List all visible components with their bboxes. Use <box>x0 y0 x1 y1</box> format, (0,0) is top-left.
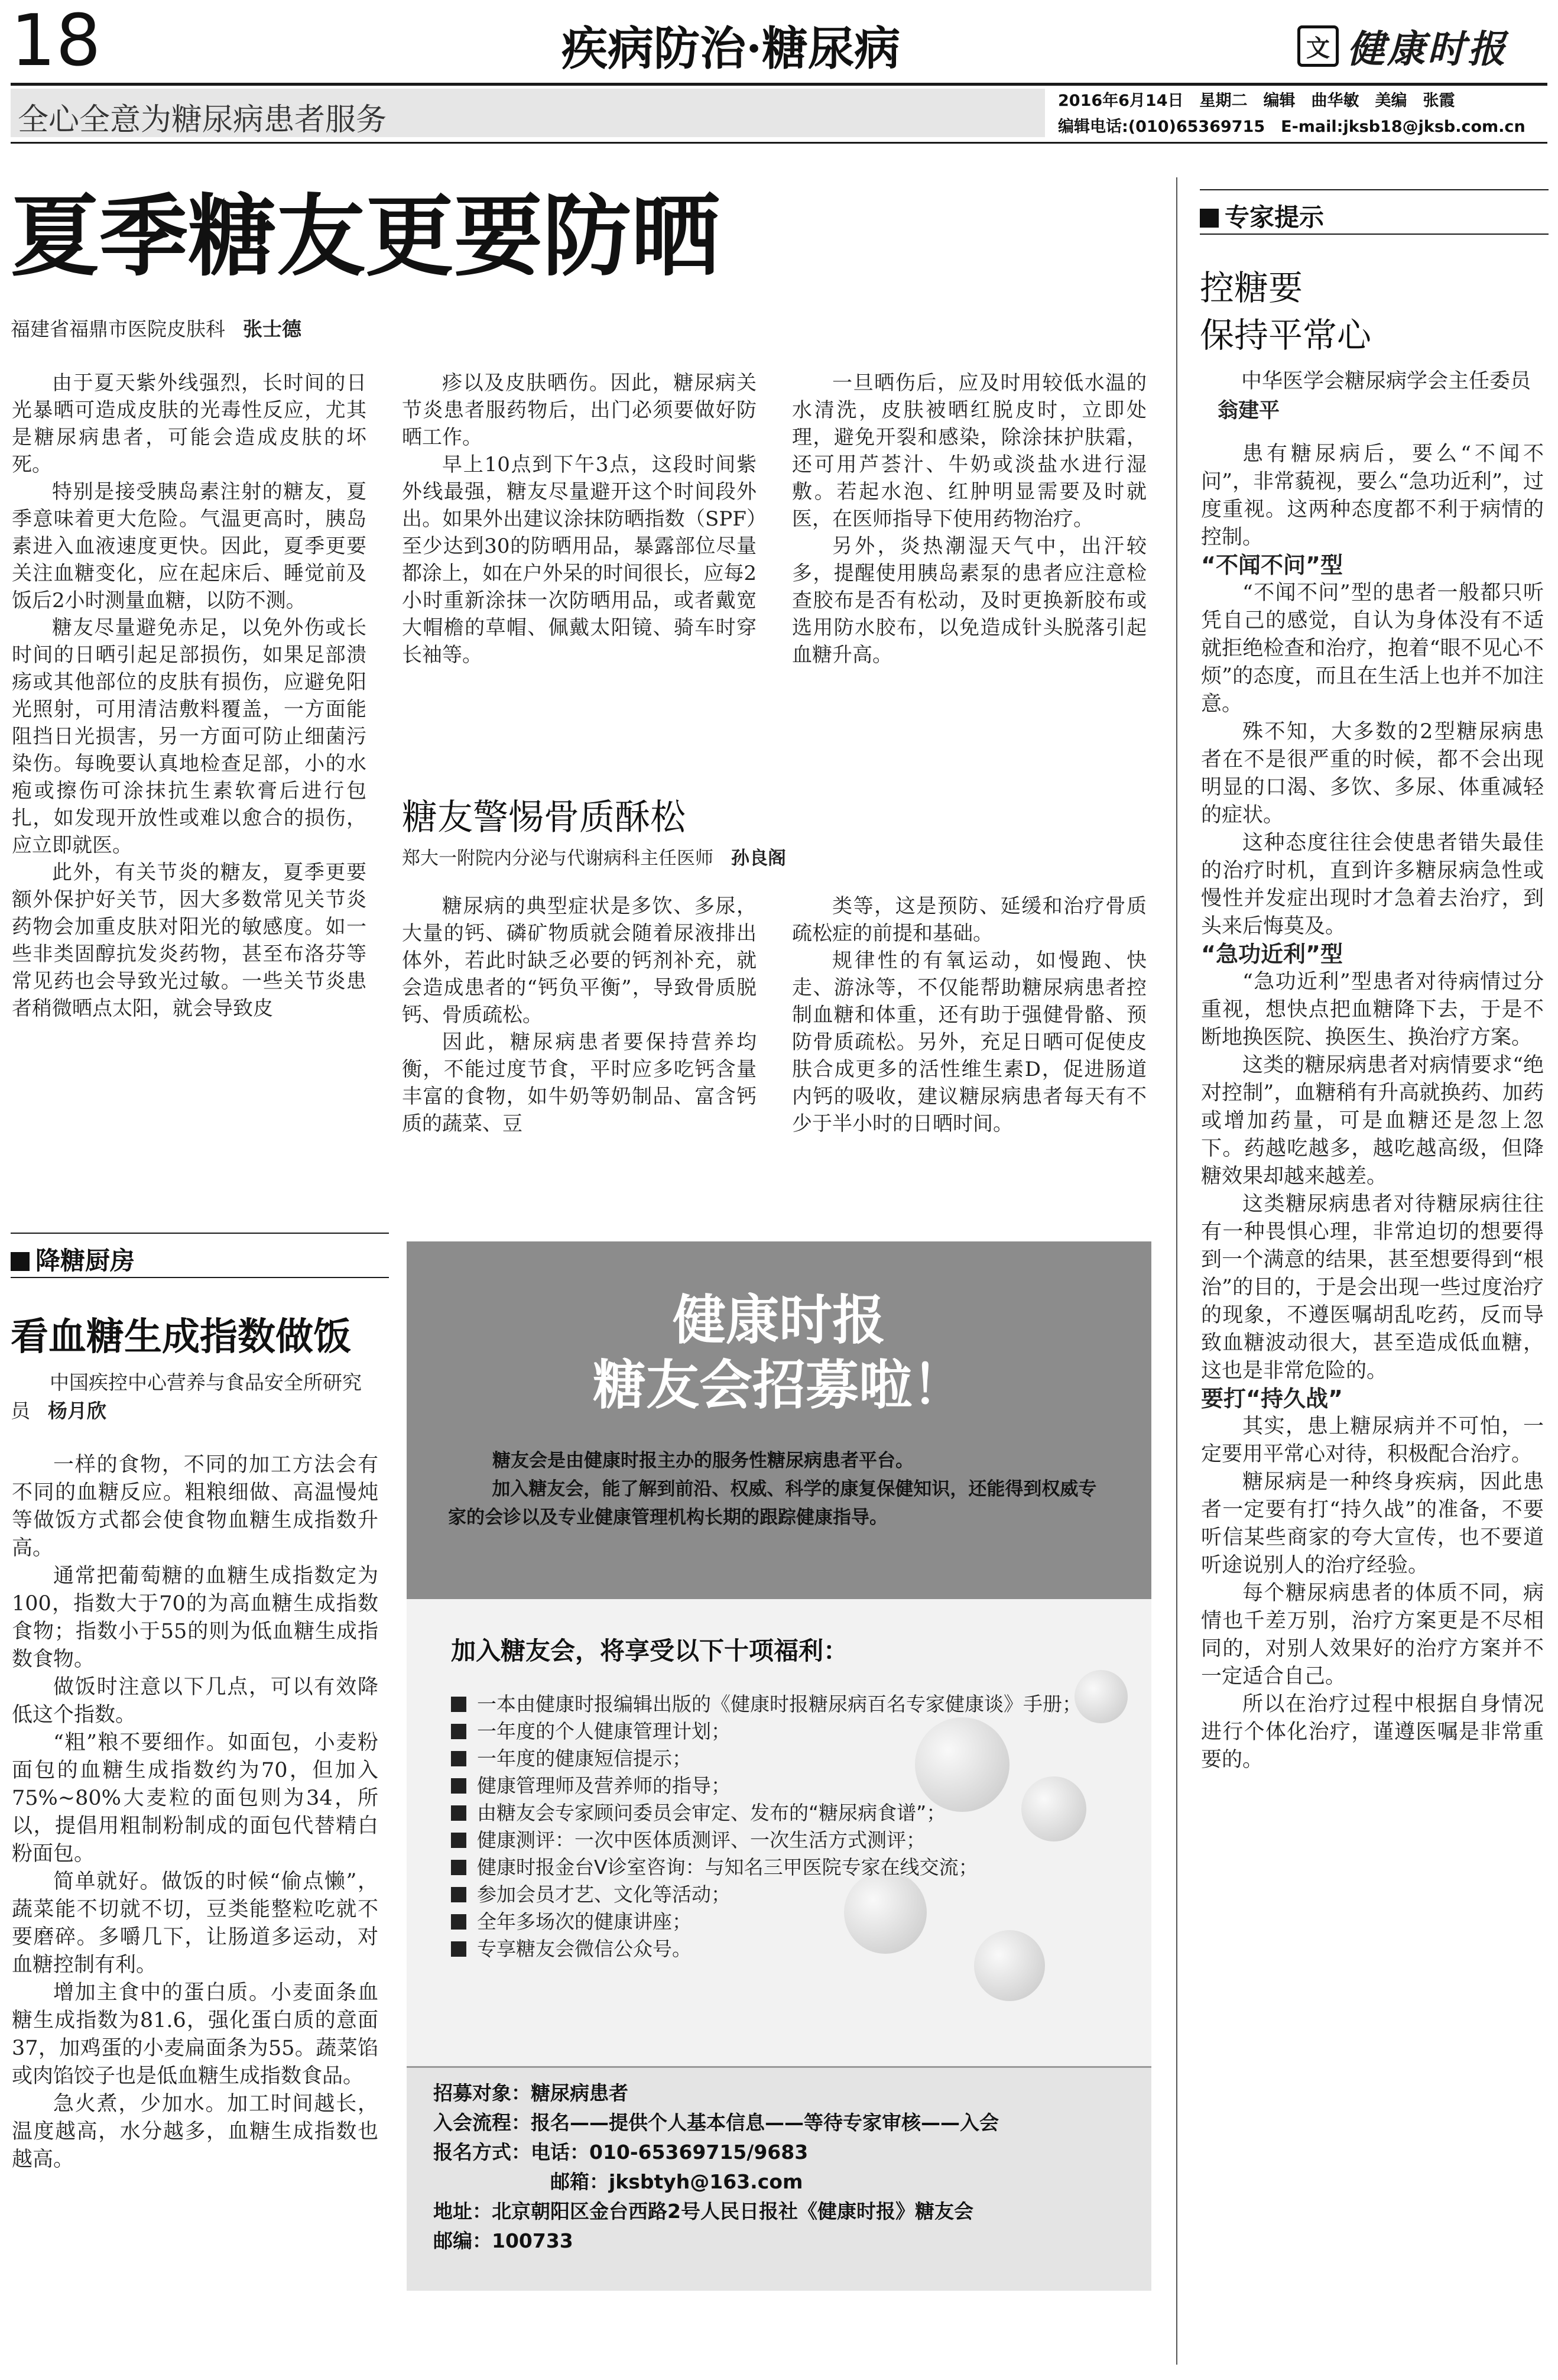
paper-logo <box>1297 19 1508 73</box>
tagline: 全心全意为糖尿病患者服务 <box>18 102 387 138</box>
kitchen-top-rule <box>11 1233 389 1234</box>
benefit-text: 由糖友会专家顾问委员会审定、发布的“糖尿病食谱”； <box>477 1801 946 1824</box>
benefit-text: 全年多场次的健康讲座； <box>477 1910 692 1933</box>
benefit-item <box>451 1745 1113 1772</box>
header-top-rule <box>11 83 1547 86</box>
byline-author: 孙良阁 <box>731 848 786 869</box>
paragraph: 其实，患上糖尿病并不可怕，一定要用平常心对待，积极配合治疗。 <box>1201 1415 1544 1466</box>
benefit-text: 参加会员才艺、文化等活动； <box>477 1883 731 1906</box>
section-title: 疾病防治·糖尿病 <box>561 22 901 76</box>
paragraph: 每个糖尿病患者的体质不同，病情也千差万别，治疗方案更是不尽相同的，对别人效果好的治疗方案并不一定适合自己。 <box>1201 1581 1544 1688</box>
paragraph: 疹以及皮肤晒伤。因此，糖尿病关节炎患者服药物后，出门必须要做好防晒工作。 <box>402 371 757 449</box>
square-bullet-icon <box>451 1751 466 1766</box>
bone-col-1 <box>402 893 757 1137</box>
benefit-item <box>451 1827 1113 1854</box>
header-bottom-rule <box>11 142 1547 144</box>
main-col-3 <box>792 369 1147 669</box>
subheading: 要打“持久战” <box>1201 1386 1343 1412</box>
paragraph: 糖友尽量避免赤足，以免外伤或长时间的日晒引起足部损伤，如果足部溃疡或其他部位的皮肤有损伤，应避免阳光照射，可用清洁敷料覆盖，一方面能阻挡日光损害，另一方面可防止细菌污染伤。每晚要认真地检查足部，小的水疱或擦伤可涂抹抗生素软膏后进行包扎，如发现开放性或难以愈合的损伤，应立即就医。 <box>12 616 366 857</box>
paragraph: 早上10点到下午3点，这段时间紫外线最强，糖友尽量避开这个时间段外出。如果外出建议涂抹防晒指数（SPF）至少达到30的防晒用品，暴露部位尽量都涂上，如在户外呆的时间很长，应每2小时重新涂抹一次防晒用品，或者戴宽大帽檐的草帽、佩戴太阳镜、骑车时穿长袖等。 <box>402 453 757 667</box>
square-bullet-icon <box>451 1697 466 1712</box>
column-divider <box>1176 177 1177 2365</box>
logo-text: 健康时报 <box>1347 27 1508 72</box>
section-label-text: 降糖厨房 <box>35 1246 135 1275</box>
benefit-item <box>451 1691 1113 1718</box>
paragraph: 规律性的有氧运动，如慢跑、快走、游泳等，不仅能帮助糖尿病患者控制血糖和体重，还有助于强健骨骼、预防骨质疏松。另外，充足日晒可促使皮肤合成更多的活性维生素D，促进肠道内钙的吸收，建议糖尿病患者每天有不少于半小时的日晒时间。 <box>792 949 1147 1136</box>
kitchen-title: 看血糖生成指数做饭 <box>11 1315 351 1359</box>
kitchen-body <box>12 1451 378 2174</box>
ad-title-line1: 健康时报 <box>673 1289 885 1351</box>
ad-title-line2: 糖友会招募啦！ <box>593 1354 965 1416</box>
square-bullet-icon <box>451 1724 466 1739</box>
expert-byline <box>1200 367 1543 426</box>
paragraph: 这种态度往往会使患者错失最佳的治疗时机，直到许多糖尿病急性或慢性并发症出现时才急着去治疗，到头来后悔莫及。 <box>1201 831 1544 938</box>
paragraph: 糖尿病是一种终身疾病，因此患者一定要有打“持久战”的准备，不要听信某些商家的夸大宣传，也不要道听途说别人的治疗经验。 <box>1201 1470 1544 1577</box>
paragraph: 简单就好。做饭的时候“偷点懒”，蔬菜能不切就不切，豆类能整粒吃就不要磨碎。多嚼几下，让肠道多运动，对血糖控制有利。 <box>12 1870 378 1977</box>
page-number: 18 <box>11 0 101 82</box>
benefit-text: 健康管理师及营养师的指导； <box>477 1774 731 1797</box>
square-bullet-icon <box>451 1887 466 1902</box>
byline-org: 中华医学会糖尿病学会主任委员 <box>1241 369 1531 393</box>
ad-intro-line1: 糖友会是由健康时报主办的服务性糖尿病患者平台。 <box>492 1450 914 1471</box>
paragraph: 类等，这是预防、延缓和治疗骨质疏松症的前提和基础。 <box>792 894 1147 945</box>
paragraph: “粗”粮不要细作。如面包，小麦粉面包的血糖生成指数约为70，但加入75%~80%大麦粒的面包则为34，所以，提倡用粗制粉制成的面包代替精白粉面包。 <box>12 1731 378 1866</box>
paragraph: 所以在治疗过程中根据自身情况进行个体化治疗，谨遵医嘱是非常重要的。 <box>1201 1692 1544 1772</box>
square-bullet-icon <box>11 1252 30 1271</box>
paragraph: 特别是接受胰岛素注射的糖友，夏季意味着更大危险。气温更高时，胰岛素进入血液速度更快。因此，夏季更要关注血糖变化，应在起床后、睡觉前及饭后2小时测量血糖，以防不测。 <box>12 480 366 612</box>
bone-article-byline <box>402 845 786 871</box>
kitchen-byline <box>11 1369 377 1425</box>
paragraph: 因此，糖尿病患者要保持营养均衡，不能过度节食，平时应多吃钙含量丰富的食物，如牛奶等奶制品、富含钙质的蔬菜、豆 <box>402 1030 757 1136</box>
paragraph: 此外，有关节炎的糖友，夏季更要额外保护好关节，因大多数常见关节炎药物会加重皮肤对阳光的敏感度。如一些非类固醇抗发炎药物，甚至布洛芬等常见药也会导致光过敏。一些关节炎患者稍微晒点太阳，就会导致皮 <box>12 861 366 1020</box>
ad-benefits-list <box>451 1691 1113 1963</box>
benefit-item <box>451 1854 1113 1881</box>
square-bullet-icon <box>451 1914 466 1930</box>
date-line: 2016年6月14日 星期二 编辑 曲华敏 美编 张霞 <box>1058 92 1455 110</box>
paragraph: “不闻不问”型的患者一般都只听凭自己的感觉，自认为身体没有不适就拒绝检查和治疗，抱着“眼不见心不烦”的态度，而且在生活上也并不加注意。 <box>1201 581 1544 716</box>
benefit-text: 专享糖友会微信公众号。 <box>477 1937 692 1960</box>
square-bullet-icon <box>451 1778 466 1794</box>
square-bullet-icon <box>451 1833 466 1848</box>
ad-banner-benefits <box>407 1599 1151 2066</box>
paragraph: 一样的食物，不同的加工方法会有不同的血糖反应。粗粮细做、高温慢炖等做饭方式都会使食物血糖生成指数升高。 <box>12 1453 378 1560</box>
signup-email: 邮箱：jksbtyh@163.com <box>550 2170 803 2193</box>
subheading: “急功近利”型 <box>1201 941 1343 967</box>
paragraph: 通常把葡萄糖的血糖生成指数定为100，指数大于70的为高血糖生成指数食物；指数小于55的则为低血糖生成指数食物。 <box>12 1564 378 1671</box>
paragraph: 这类的糖尿病患者对病情要求“绝对控制”，血糖稍有升高就换药、加药或增加药量，可是血糖还是忽上忽下。药越吃越多，越吃越高级，但降糖效果却越来越差。 <box>1201 1053 1544 1188</box>
main-col-2 <box>402 369 757 669</box>
kitchen-label-rule <box>11 1277 389 1278</box>
ad-banner-contact <box>407 2066 1151 2291</box>
bone-article-title: 糖友警惕骨质酥松 <box>402 797 686 838</box>
paragraph: 做饭时注意以下几点，可以有效降低这个指数。 <box>12 1675 378 1727</box>
benefit-item <box>451 1935 1113 1963</box>
square-bullet-icon <box>451 1860 466 1875</box>
benefit-text: 一年度的个人健康管理计划； <box>477 1720 731 1743</box>
benefit-item <box>451 1881 1113 1908</box>
benefit-text: 健康测评：一次中医体质测评、一次生活方式测评； <box>477 1828 926 1852</box>
bone-col-2 <box>792 893 1147 1137</box>
paragraph: 患有糖尿病后，要么“不闻不问”，非常藐视，要么“急功近利”，过度重视。这两种态度都不利于病情的控制。 <box>1201 442 1544 549</box>
byline-org: 郑大一附院内分泌与代谢病科主任医师 <box>402 848 713 869</box>
section-label-text: 专家提示 <box>1225 203 1325 232</box>
expert-body <box>1201 440 1544 1774</box>
expert-top-rule <box>1200 189 1549 190</box>
square-bullet-icon <box>451 1941 466 1957</box>
logo-mark-icon: 文 <box>1297 25 1339 67</box>
expert-title-line1: 控糖要 <box>1200 268 1303 308</box>
expert-title-line2: 保持平常心 <box>1200 315 1372 355</box>
expert-label-rule <box>1200 234 1549 235</box>
square-bullet-icon <box>451 1805 466 1821</box>
main-article-title: 夏季糖友更要防晒 <box>11 184 720 288</box>
paragraph: 这类糖尿病患者对待糖尿病往往有一种畏惧心理，非常迫切的想要得到一个满意的结果，甚至想要得到“根治”的目的，于是会出现一些过度治疗的现象，不遵医嘱胡乱吃药，反而导致血糖波动很大，甚至造成低血糖，这也是非常危险的。 <box>1201 1192 1544 1383</box>
benefit-text: 一年度的健康短信提示； <box>477 1747 692 1770</box>
paragraph: 急火煮，少加水。加工时间越长，温度越高，水分越多，血糖生成指数也越高。 <box>12 2092 378 2171</box>
ad-zipcode: 邮编：100733 <box>433 2229 573 2252</box>
paragraph: 另外，炎热潮湿天气中，出汗较多，提醒使用胰岛素泵的患者应注意检查胶布是否有松动，及时更换新胶布或选用防水胶布，以免造成针头脱落引起血糖升高。 <box>792 534 1147 667</box>
contact-line: 编辑电话:(010)65369715 E-mail:jksb18@jksb.com.cn <box>1058 118 1525 136</box>
paragraph: “急功近利”型患者对待病情过分重视，想快点把血糖降下去，于是不断地换医院、换医生、换治疗方案。 <box>1201 970 1544 1049</box>
byline-author: 杨月欣 <box>48 1399 106 1422</box>
ad-intro-line2: 加入糖友会，能了解到前沿、权威、科学的康复保健知识，还能得到权威专家的会诊以及专业健康管理机构长期的跟踪健康指导。 <box>448 1478 1097 1528</box>
kitchen-section-label <box>11 1241 135 1277</box>
paragraph: 一旦晒伤后，应及时用较低水温的水清洗，皮肤被晒红脱皮时，立即处理，避免开裂和感染，除涂抹护肤霜，还可用芦荟汁、牛奶或淡盐水进行湿敷。若起水泡、红肿明显需要及时就医，在医师指导下使用药物治疗。 <box>792 371 1147 531</box>
benefit-item <box>451 1772 1113 1799</box>
ad-benefits-title: 加入糖友会，将享受以下十项福利： <box>451 1636 849 1665</box>
benefit-item <box>451 1718 1113 1745</box>
benefit-text: 健康时报金台V诊室咨询：与知名三甲医院专家在线交流； <box>477 1856 978 1879</box>
recruit-target: 招募对象：糖尿病患者 <box>433 2081 628 2105</box>
paragraph: 由于夏天紫外线强烈，长时间的日光暴晒可造成皮肤的光毒性反应，尤其是糖尿病患者，可能会造成皮肤的坏死。 <box>12 371 366 476</box>
ad-contact-rule <box>407 2066 1151 2068</box>
subheading: “不闻不问”型 <box>1201 552 1343 578</box>
signup-phone: 报名方式：电话：010-65369715/9683 <box>433 2141 809 2164</box>
byline-org: 中国疾控中心营养与食品安全所研究员 <box>11 1371 362 1422</box>
ad-banner-top <box>407 1241 1151 1599</box>
main-article-byline <box>11 316 301 342</box>
paragraph: 殊不知，大多数的2型糖尿病患者在不是很严重的时候，都不会出现明显的口渴、多饮、多尿、体重减轻的症状。 <box>1201 720 1544 827</box>
paragraph: 糖尿病的典型症状是多饮、多尿，大量的钙、磷矿物质就会随着尿液排出体外，若此时缺乏必要的钙剂补充，就会造成患者的“钙负平衡”，导致骨质脱钙、骨质疏松。 <box>402 894 757 1027</box>
byline-author: 翁建平 <box>1218 399 1280 423</box>
benefit-text: 一本由健康时报编辑出版的《健康时报糖尿病百名专家健康谈》手册； <box>477 1692 1082 1716</box>
join-process: 入会流程：报名——提供个人基本信息——等待专家审核——入会 <box>433 2111 999 2134</box>
main-col-1 <box>12 369 366 1022</box>
ad-address: 地址：北京朝阳区金台西路2号人民日报社《健康时报》糖友会 <box>433 2200 973 2223</box>
benefit-item <box>451 1799 1113 1827</box>
square-bullet-icon <box>1200 209 1219 228</box>
expert-section-label <box>1200 198 1324 234</box>
benefit-item <box>451 1908 1113 1935</box>
byline-org: 福建省福鼎市医院皮肤科 <box>11 317 225 341</box>
paragraph: 增加主食中的蛋白质。小麦面条血糖生成指数为81.6，强化蛋白质的意面37，加鸡蛋的小麦扁面条为55。蔬菜馅或肉馅饺子也是低血糖生成指数食品。 <box>12 1981 378 2088</box>
byline-author: 张士德 <box>243 317 301 341</box>
